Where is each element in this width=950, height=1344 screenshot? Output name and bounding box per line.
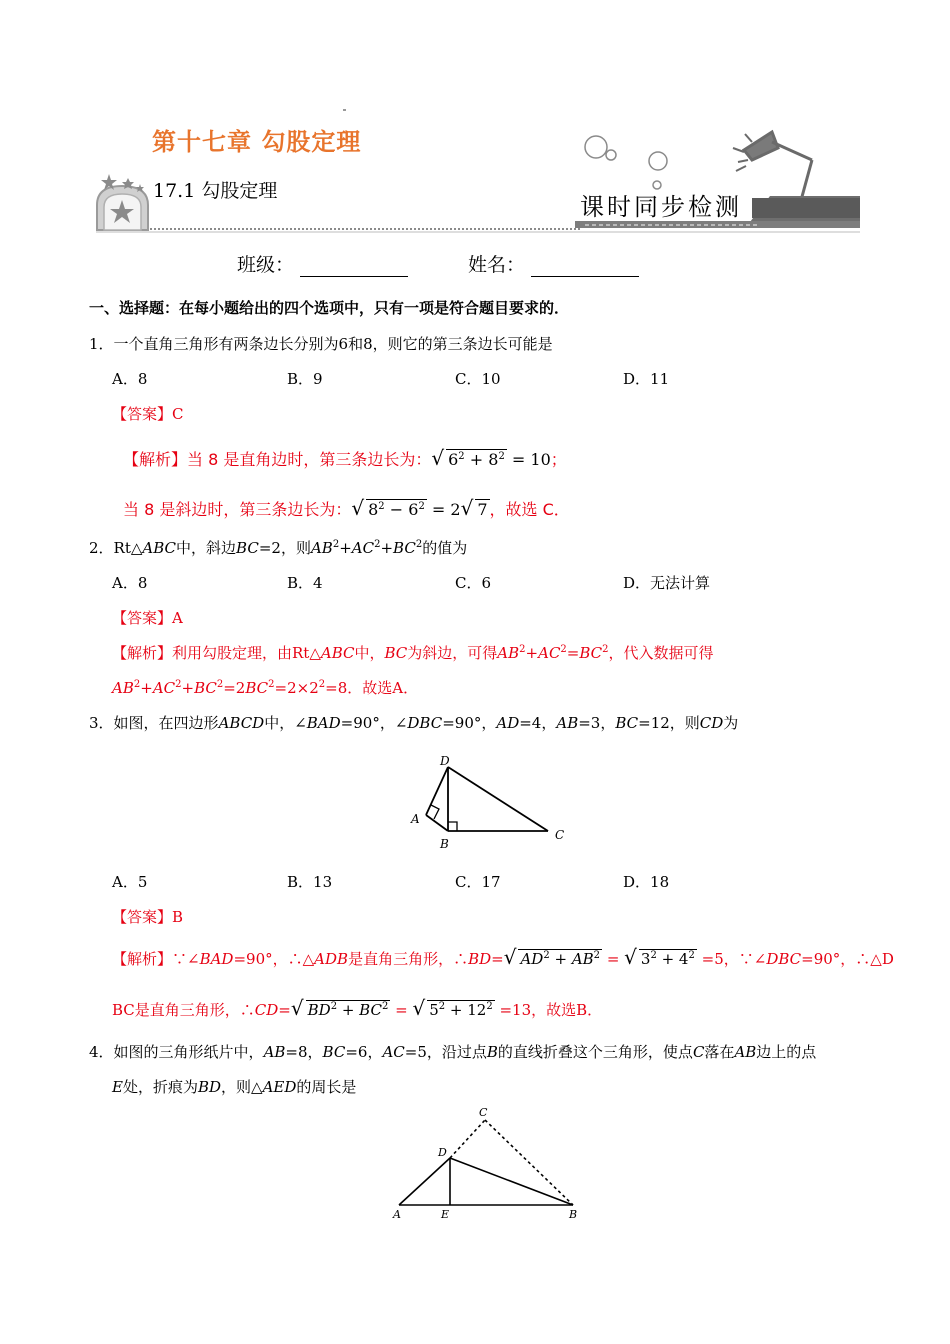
question-2-stem: 2．Rt△ABC中，斜边BC=2，则$AB^2+AC^2+BC^2$的值为 [89,539,468,557]
class-field[interactable] [237,250,408,277]
q3-formula-3: √ $BD^2 + BC^2$ [290,996,389,1020]
label-b: B [569,1208,578,1221]
q1-explanation-line1: 【解析】当 8 是直角边时，第三条边长为：√ $6^2 + 8^2 = 10$； [123,446,567,470]
q1-option-d[interactable]: D．11 [623,370,670,388]
section-heading: 一、选择题：在每小题给出的四个选项中，只有一项是符合题目要求的． [89,299,570,317]
label-c: C [479,1106,488,1119]
section-title: 17.1 勾股定理 [153,180,278,202]
q3-option-c[interactable]: C．17 [455,873,501,891]
q2-option-b[interactable]: B．4 [287,574,323,592]
q2-option-c[interactable]: C．6 [455,574,492,592]
name-blank[interactable] [531,256,639,277]
star-badge-icon [97,174,148,230]
name-label: 姓名： [468,254,526,276]
question-4-stem-line1: 4．如图的三角形纸片中，AB=8，BC=6，AC=5，沿过点B的直线折叠这个三角形，使点C落在AB边上的点 [89,1043,817,1061]
q4-figure [385,1100,595,1230]
q1-option-a[interactable]: A．8 [112,370,148,388]
q2-explanation-line2: $AB^2+AC^2+BC^2=2BC^2=2\times 2^2=8$．故选A． [112,679,419,697]
q3-explanation-line2: BC是直角三角形，∴CD=√ $BD^2 + BC^2$ = √ $5^2 + 12^2 =13$，故选B． [112,996,603,1020]
q3-option-a[interactable]: A．5 [112,873,148,891]
q3-figure [400,745,580,855]
label-b: B [440,837,449,851]
label-d: D [438,1146,447,1159]
label-a: A [411,812,420,826]
question-3-stem: 3．如图，在四边形ABCD中，∠BAD=90°，∠DBC=90°，AD=4，AB=3，BC=12，则CD为 [89,714,739,732]
q3-option-b[interactable]: B．13 [287,873,333,891]
label-c: C [555,828,565,842]
q3-answer: 【答案】B [112,908,184,926]
q3-option-d[interactable]: D．18 [623,873,670,891]
label-a: A [393,1208,401,1221]
q1-explanation-line2: 当 8 是斜边时，第三条边长为：√ $8^2 - 6^2 = 2√$ 7 ，故选 C． [123,496,570,520]
label-d: D [440,754,450,768]
header-art [0,0,950,240]
chapter-title: 第十七章 勾股定理 [152,127,362,156]
q3-formula-4: √ $5^2 + 12^2$ [412,996,493,1020]
q2-answer: 【答案】A [112,609,183,627]
q1-formula-1: √ $6^2 + 8^2 = 10$ [431,446,551,470]
q2-explanation-line1: 【解析】利用勾股定理，由Rt△ABC中，BC为斜边，可得$AB^2+AC^2=BC^2$，代入数据可得 [112,644,714,662]
class-label: 班级： [237,254,295,276]
q3-formula-2: √ $3^2 + 4^2$ [624,945,695,969]
desk-lamp-icon [733,132,812,204]
question-4-stem-line2: E处，折痕为BD，则△AED的周长是 [112,1078,357,1096]
name-field[interactable] [468,250,639,277]
class-blank[interactable] [300,256,408,277]
q3-formula-1: √ $AD^2 + AB^2$ [503,945,601,969]
q2-option-d[interactable]: D．无法计算 [623,574,711,592]
q1-formula-2: √ $8^2 - 6^2 = 2√$ 7 [351,496,488,520]
q1-option-c[interactable]: C．10 [455,370,501,388]
header-mark [343,109,346,111]
q1-option-b[interactable]: B．9 [287,370,323,388]
header-decoration [0,0,950,240]
q1-answer: 【答案】C [112,405,184,423]
q3-explanation-line1: 【解析】∵∠BAD=90°，∴△ADB是直角三角形，∴BD=√ $AD^2 + AB^2$ = √ $3^2 + 4^2 =5$，∵∠DBC=90°，∴△D [112,945,894,969]
question-1-stem: 1．一个直角三角形有两条边长分别为6和8，则它的第三条边长可能是 [89,335,553,353]
q2-option-a[interactable]: A．8 [112,574,148,592]
banner-text: 课时同步检测 [580,193,742,221]
label-e: E [441,1208,450,1221]
